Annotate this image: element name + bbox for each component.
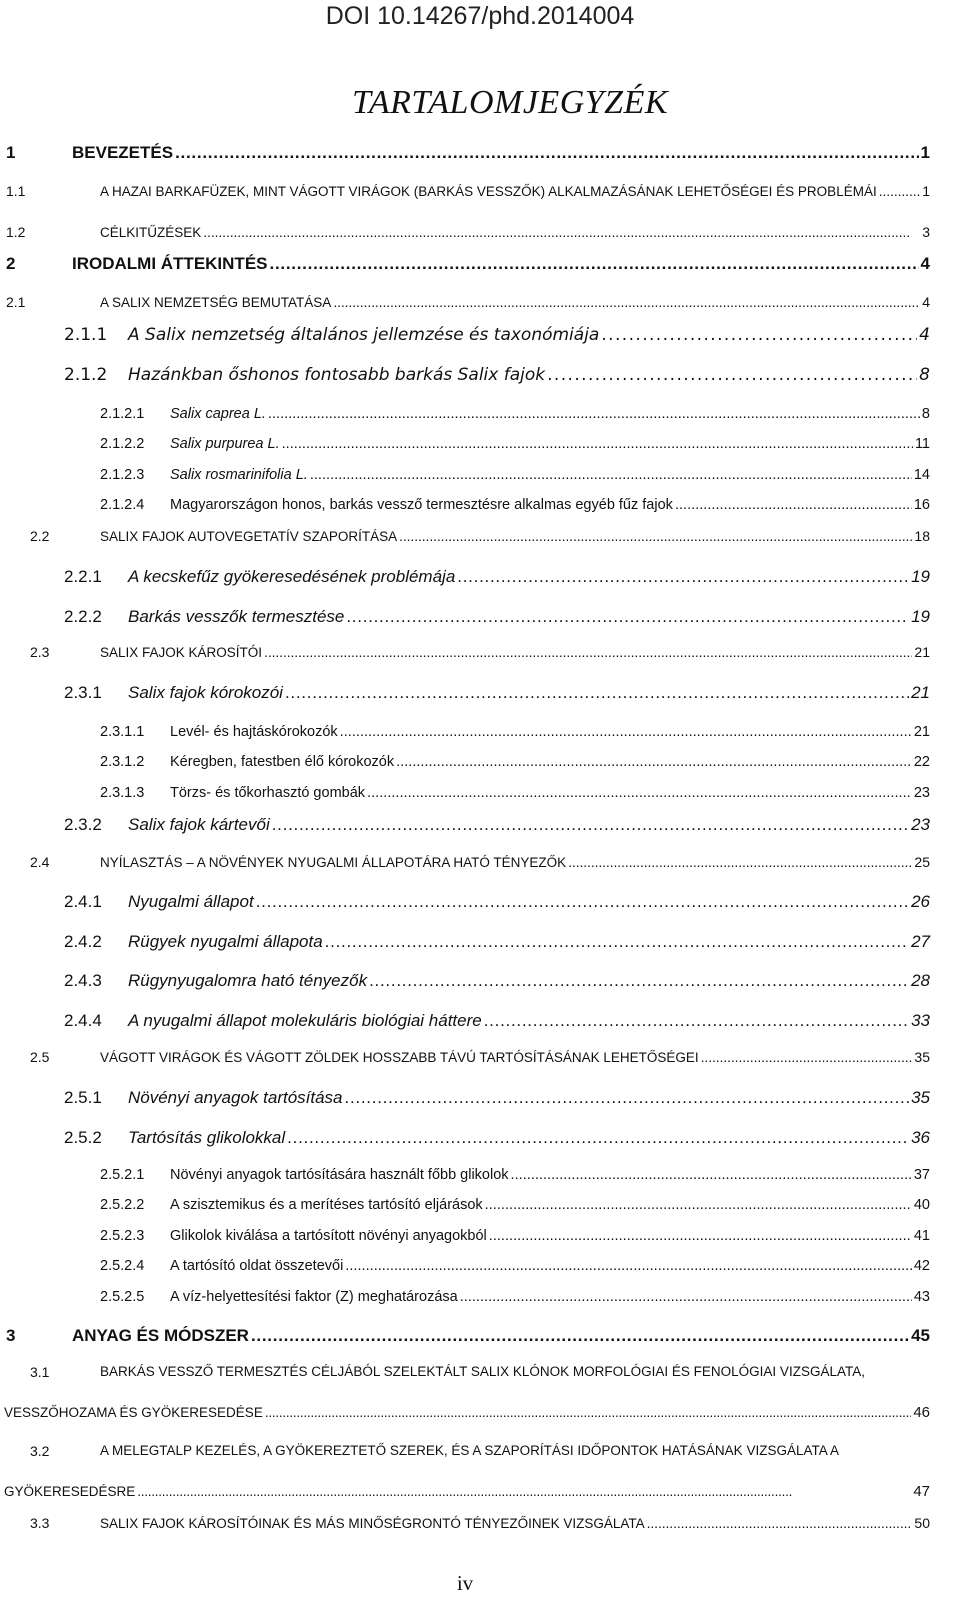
dot-leader — [251, 1327, 909, 1344]
toc-entry-number: 2.5 — [30, 1049, 50, 1065]
dot-leader — [369, 972, 909, 989]
toc-entry-number: 2.5.1 — [64, 1088, 102, 1107]
toc-page-number: 11 — [914, 436, 930, 452]
toc-entry[interactable] — [170, 755, 930, 770]
toc-entry-title: A kecskefűz gyökeresedésének problémája — [128, 567, 456, 586]
toc-entry[interactable] — [72, 1327, 930, 1344]
toc-page-number: 16 — [913, 497, 930, 513]
toc-entry-title: Tartósítás glikolokkal — [128, 1128, 286, 1147]
toc-entry[interactable] — [72, 144, 930, 161]
toc-entry-title: SALIX FAJOK AUTOVEGETATÍV SZAPORÍTÁSA — [100, 529, 398, 544]
toc-entry-title: CÉLKITŰZÉSEK — [100, 225, 202, 240]
toc-entry-number: 2.3 — [30, 644, 50, 660]
toc-entry-number: 2.1.2.3 — [100, 467, 145, 483]
toc-entry-number: 2.5.2 — [64, 1128, 102, 1147]
toc-page-number: 22 — [913, 754, 930, 770]
toc-page-number: 4 — [922, 294, 930, 310]
toc-entry[interactable] — [100, 225, 930, 240]
toc-entry-number: 2.5.2.1 — [100, 1167, 145, 1183]
toc-page-number: 36 — [911, 1128, 930, 1147]
toc-page-number: 42 — [913, 1258, 930, 1274]
toc-entry-title: A SALIX NEMZETSÉG BEMUTATÁSA — [100, 295, 332, 310]
toc-entry-title: A tartósító oldat összetevői — [170, 1258, 344, 1274]
toc-entry[interactable] — [128, 893, 930, 910]
toc-page-number: 27 — [911, 932, 930, 951]
toc-page-number: 19 — [911, 607, 930, 626]
dot-leader — [547, 367, 917, 384]
toc-page-number: 19 — [911, 567, 930, 586]
doi-header: DOI 10.14267/phd.2014004 — [325, 2, 635, 30]
dot-leader — [264, 645, 912, 659]
toc-entry-title: Kéregben, fatestben élő kórokozók — [170, 754, 395, 770]
toc-entry-number: 3.3 — [30, 1515, 50, 1531]
toc-entry-title: Salix fajok kórokozói — [128, 683, 283, 702]
toc-entry-title: Nyugalmi állapot — [128, 892, 254, 911]
toc-entry[interactable] — [128, 1129, 930, 1146]
toc-entry-number: 2.5.2.2 — [100, 1197, 145, 1213]
toc-entry-title: SALIX FAJOK KÁROSÍTÓI — [100, 645, 263, 660]
toc-entry-title: A HAZAI BARKAFÜZEK, MINT VÁGOTT VIRÁGOK (BARKÁS VESSZŐK) ALKALMAZÁSÁNAK LEHETŐSÉGEI ÉS PROBLÉMÁI — [100, 184, 877, 199]
toc-entry-title: IRODALMI ÁTTEKINTÉS — [72, 254, 268, 273]
dot-leader — [396, 755, 912, 770]
toc-page-number: 33 — [911, 1011, 930, 1030]
toc-page-number: 21 — [914, 644, 930, 660]
toc-entry-title-continued: GYÖKERESEDÉSRE — [4, 1484, 136, 1499]
toc-page-number: 45 — [911, 1326, 930, 1345]
toc-entry-title: Magyarországon honos, barkás vessző termesztésre alkalmas egyéb fűz fajok — [170, 497, 673, 513]
dot-leader — [879, 184, 920, 198]
dot-leader — [345, 1259, 912, 1274]
toc-entry-number: 2.2 — [30, 528, 50, 544]
toc-entry-number: 2.5.2.3 — [100, 1228, 145, 1244]
toc-entry-number: 2.4.2 — [64, 932, 102, 951]
toc-page-number: 41 — [913, 1228, 930, 1244]
toc-page-number: 43 — [913, 1289, 930, 1305]
toc-entry[interactable] — [100, 645, 930, 660]
toc-page-number: 18 — [914, 528, 930, 544]
toc-entry[interactable] — [128, 367, 930, 384]
toc-entry[interactable] — [128, 816, 930, 833]
dot-leader — [325, 933, 909, 950]
toc-entry[interactable] — [170, 786, 930, 801]
toc-entry-title: Levél- és hajtáskórokozók — [170, 724, 338, 740]
toc-entry[interactable] — [170, 1290, 930, 1305]
toc-entry[interactable] — [100, 529, 930, 544]
dot-leader — [485, 1198, 912, 1213]
dot-leader — [333, 295, 920, 309]
toc-entry-title: Barkás vesszők termesztése — [128, 607, 345, 626]
toc-entry-title: Salix fajok kártevői — [128, 815, 270, 834]
toc-entry-title: Törzs- és tőkorhasztó gombák — [170, 785, 366, 801]
toc-entry[interactable] — [100, 184, 930, 199]
toc-entry-number: 2.1.2.2 — [100, 436, 145, 452]
toc-entry[interactable] — [72, 255, 930, 272]
toc-entry-number: 2.1.2 — [64, 365, 108, 385]
dot-leader — [256, 893, 909, 910]
dot-leader — [203, 225, 920, 239]
toc-entry[interactable] — [128, 1089, 930, 1106]
toc-page-number: 25 — [914, 854, 930, 870]
toc-entry-number: 2.1.2.4 — [100, 497, 145, 513]
dot-leader — [137, 1485, 911, 1499]
dot-leader — [511, 1168, 912, 1183]
dot-leader — [272, 816, 909, 833]
toc-entry[interactable] — [170, 468, 930, 483]
toc-entry[interactable] — [100, 295, 930, 310]
toc-page-number: 40 — [913, 1197, 930, 1213]
dot-leader — [457, 568, 909, 585]
toc-entry[interactable] — [128, 568, 930, 585]
toc-entry-title: Növényi anyagok tartósítására használt főbb glikolok — [170, 1167, 509, 1183]
dot-leader — [484, 1012, 909, 1029]
toc-entry-number: 3.2 — [30, 1443, 50, 1459]
page-title: TARTALOMJEGYZÉK — [351, 84, 669, 121]
toc-entry[interactable] — [100, 1516, 930, 1531]
dot-leader — [489, 1229, 912, 1244]
toc-entry-number: 2.3.1 — [64, 683, 102, 702]
dot-leader — [175, 144, 918, 161]
dot-leader — [270, 255, 919, 272]
toc-entry-number: 2.3.1.2 — [100, 754, 145, 770]
toc-entry-number: 2.2.1 — [64, 567, 102, 586]
toc-entry-number: 1 — [6, 143, 16, 162]
dot-leader — [367, 786, 912, 801]
toc-entry[interactable] — [170, 1168, 930, 1183]
toc-entry[interactable] — [128, 933, 930, 950]
toc-entry-continuation[interactable] — [4, 1484, 930, 1499]
toc-entry-title: Salix caprea L. — [170, 406, 266, 422]
toc-entry-number: 2.1.2.1 — [100, 406, 145, 422]
toc-entry[interactable] — [170, 407, 930, 422]
toc-page-number: 23 — [913, 785, 930, 801]
toc-page-number: 21 — [913, 724, 930, 740]
toc-entry-title-continued: VESSZŐHOZAMA ÉS GYÖKERESEDÉSE — [4, 1405, 263, 1420]
toc-page-number: 8 — [921, 406, 930, 422]
toc-entry-title: A víz-helyettesítési faktor (Z) meghatározása — [170, 1289, 458, 1305]
toc-entry-title: SALIX FAJOK KÁROSÍTÓINAK ÉS MÁS MINŐSÉGRONTÓ TÉNYEZŐINEK VIZSGÁLATA — [100, 1516, 645, 1531]
toc-entry[interactable] — [170, 725, 930, 740]
toc-entry-number: 2.4 — [30, 854, 50, 870]
dot-leader — [282, 437, 913, 452]
toc-entry[interactable] — [170, 1198, 930, 1213]
dot-leader — [285, 684, 909, 701]
dot-leader — [345, 1089, 910, 1106]
toc-page-number: 35 — [914, 1049, 930, 1065]
dot-leader — [701, 1050, 913, 1064]
toc-entry[interactable] — [170, 437, 930, 452]
toc-page-number: 26 — [911, 892, 930, 911]
toc-entry-number: 2.3.1.3 — [100, 785, 145, 801]
toc-page-number: 4 — [919, 325, 930, 345]
toc-entry-title: A Salix nemzetség általános jellemzése és taxonómiája — [128, 325, 600, 345]
dot-leader — [340, 725, 912, 740]
toc-entry-number: 3.1 — [30, 1364, 50, 1380]
toc-page-number: 4 — [920, 254, 930, 273]
toc-page-number: 8 — [919, 365, 930, 385]
dot-leader — [287, 1129, 909, 1146]
toc-page-number: 35 — [911, 1088, 930, 1107]
toc-entry[interactable] — [100, 1444, 930, 1458]
toc-entry-number: 2.4.3 — [64, 971, 102, 990]
toc-entry-title: ANYAG ÉS MÓDSZER — [72, 1326, 249, 1345]
toc-entry[interactable] — [128, 608, 930, 625]
toc-entry[interactable] — [170, 1259, 930, 1274]
toc-page-number: 28 — [911, 971, 930, 990]
toc-entry-title: Glikolok kiválása a tartósított növényi anyagokból — [170, 1228, 487, 1244]
toc-page-number: 1 — [922, 183, 930, 199]
toc-entry-number: 2.4.1 — [64, 892, 102, 911]
dot-leader — [265, 1406, 911, 1420]
dot-leader — [310, 468, 912, 483]
toc-entry-continuation[interactable] — [4, 1405, 930, 1420]
toc-entry[interactable] — [128, 327, 930, 344]
toc-entry-number: 2.4.4 — [64, 1011, 102, 1030]
toc-entry-title: BEVEZETÉS — [72, 143, 174, 162]
toc-entry[interactable] — [170, 498, 930, 513]
dot-leader — [460, 1290, 912, 1305]
toc-entry[interactable] — [100, 855, 930, 870]
dot-leader — [268, 407, 920, 422]
toc-entry-number: 2.2.2 — [64, 607, 102, 626]
dot-leader — [647, 1516, 913, 1530]
toc-page-number: 47 — [913, 1483, 930, 1500]
toc-entry[interactable] — [128, 972, 930, 989]
toc-entry[interactable] — [128, 1012, 930, 1029]
toc-page-number: 23 — [911, 815, 930, 834]
toc-entry-title: Salix purpurea L. — [170, 436, 280, 452]
toc-page-number: 14 — [913, 467, 930, 483]
dot-leader — [346, 608, 909, 625]
toc-entry-number: 2.3.2 — [64, 815, 102, 834]
toc-entry[interactable] — [100, 1365, 930, 1379]
toc-entry-number: 1.1 — [6, 183, 26, 199]
toc-entry-title: Rügynyugalomra ható tényezők — [128, 971, 368, 990]
toc-entry-number: 2.1.1 — [64, 325, 108, 345]
toc-entry-title: VÁGOTT VIRÁGOK ÉS VÁGOTT ZÖLDEK HOSSZABB TÁVÚ TARTÓSÍTÁSÁNAK LEHETŐSÉGEI — [100, 1050, 699, 1065]
toc-entry-number: 2 — [6, 254, 16, 273]
toc-entry-title: A MELEGTALP KEZELÉS, A GYÖKEREZTETŐ SZEREK, ÉS A SZAPORÍTÁSI IDŐPONTOK HATÁSÁNAK VIZSGÁLATA A — [100, 1443, 839, 1458]
toc-entry-number: 2.5.2.5 — [100, 1289, 145, 1305]
toc-entry-number: 3 — [6, 1326, 16, 1345]
toc-page-number: 21 — [911, 683, 930, 702]
toc-entry-number: 1.2 — [6, 224, 26, 240]
toc-entry[interactable] — [170, 1229, 930, 1244]
toc-entry-number: 2.3.1.1 — [100, 724, 145, 740]
toc-entry-title: Salix rosmarinifolia L. — [170, 467, 308, 483]
toc-entry-title: Rügyek nyugalmi állapota — [128, 932, 323, 951]
toc-page-number: 1 — [920, 143, 930, 162]
toc-page-number: 37 — [913, 1167, 930, 1183]
toc-entry-title: Hazánkban őshonos fontosabb barkás Salix fajok — [128, 365, 546, 385]
dot-leader — [675, 498, 912, 513]
toc-entry-number: 2.1 — [6, 294, 26, 310]
toc-page-number: 46 — [913, 1404, 930, 1421]
dot-leader — [568, 855, 912, 869]
toc-entry[interactable] — [100, 1050, 930, 1065]
toc-page-number: 50 — [914, 1515, 930, 1531]
toc-entry-title: A nyugalmi állapot molekuláris biológiai háttere — [128, 1011, 482, 1030]
toc-page-number: 3 — [922, 224, 930, 240]
toc-entry-title: BARKÁS VESSZŐ TERMESZTÉS CÉLJÁBÓL SZELEKTÁLT SALIX KLÓNOK MORFOLÓGIAI ÉS FENOLÓGIAI VIZSGÁLATA, — [100, 1364, 865, 1379]
dot-leader — [601, 327, 917, 344]
dot-leader — [399, 529, 912, 543]
toc-entry-number: 2.5.2.4 — [100, 1258, 145, 1274]
toc-entry-title: A szisztemikus és a merítéses tartósító eljárások — [170, 1197, 483, 1213]
toc-entry-title: Növényi anyagok tartósítása — [128, 1088, 343, 1107]
toc-entry[interactable] — [128, 684, 930, 701]
page-number: iv — [456, 1571, 474, 1595]
toc-entry-title: NYÍLASZTÁS – A NÖVÉNYEK NYUGALMI ÁLLAPOTÁRA HATÓ TÉNYEZŐK — [100, 855, 567, 870]
